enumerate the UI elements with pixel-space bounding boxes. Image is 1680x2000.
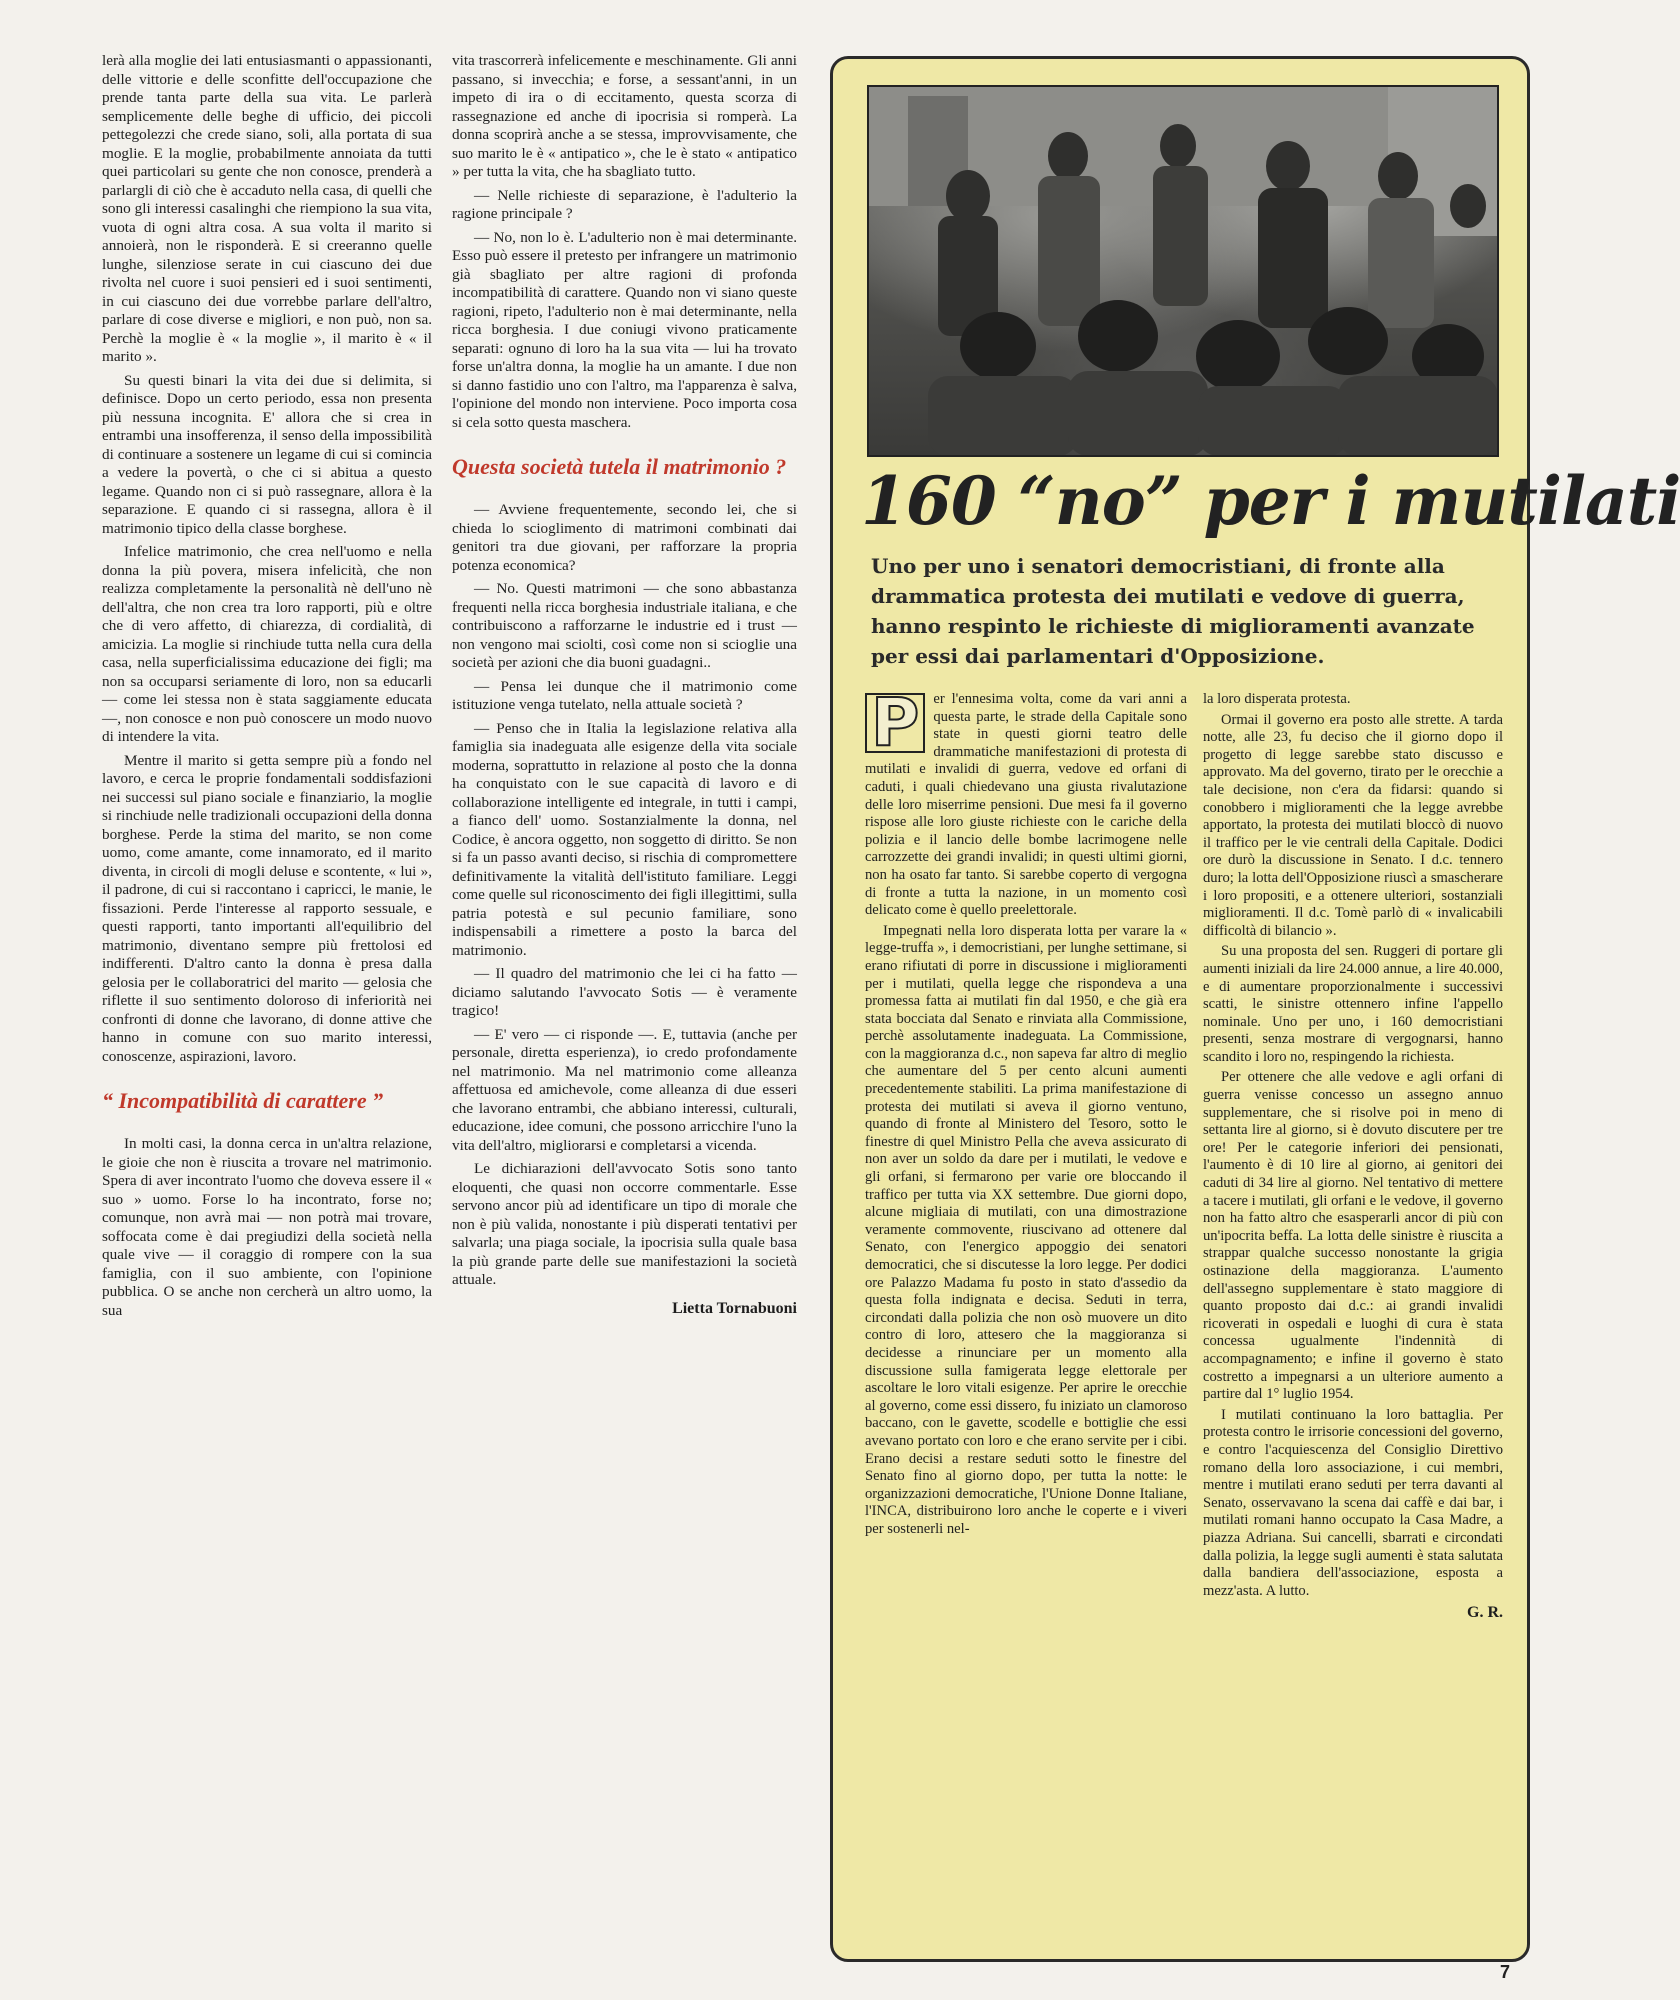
paragraph: — Nelle richieste di separazione, è l'adulterio la ragione principale ? <box>452 186 797 222</box>
paragraph: — E' vero — ci risponde —. E, tuttavia (anche per personale, diretta esperienza), io credo profondamente nel matrimonio. Ma nel matrimonio come alleanza affettuosa ed amichevole, come alleanza di due esseri che lavorano entrambi, che abbiano interessi, culturali, educazione, idee comuni, che possono arricchire l'uno la vita dell'altro, migliorarsi e completarsi a vicenda. <box>452 1025 797 1154</box>
paragraph: — No, non lo è. L'adulterio non è mai determinante. Esso può essere il pretesto per infrangere un matrimonio già sbagliato per altre ragioni di profonda incompatibilità di carattere. Quando non vi siano queste ragioni, ripeto, l'adulterio non è mai determinante, nella ricca borghesia. I due coniugi vivono praticamente separati: ognuno di loro ha la sua vita — lui ha trovato forse un'altra donna, la moglie ha un amante. I due non si danno fastidio uno con l'altro, ma l'apparenza è salva, l'opinione del mondo non interviene. Poco importa cosa si cela sotto questa maschera. <box>452 228 797 431</box>
paragraph: — Avviene frequentemente, secondo lei, che si chieda lo scioglimento di matrimoni combinati dai genitori tra due giovani, per rafforzare la propria potenza economica? <box>452 501 797 574</box>
page-number: 7 <box>1500 1962 1511 1982</box>
paragraph: lerà alla moglie dei lati entusiasmanti o appassionanti, delle vittorie e delle sconfitte dell'occupazione che prende tanta parte della sua vita. Le parlerà semplicemente delle beghe di ufficio, dei piccoli pettegolezzi che crede siano, soli, alla portata di sua moglie. E la moglie, probabilmente annoiata da tutti quei particolari su gente che non conosce, prenderà a parlargli di ciò che è accaduto nella casa, di quelli che sono gli interessi casalinghi che riempiono la sua vita, vuota di ogni altra cosa. A sua volta il marito si annoierà, non le risponderà. E si creeranno quelle lunghe, silenziose serate in cui ciascuno dei due rivolta nel cuore i suoi pensieri ed i suoi sentimenti, in cui ciascuno dei due vorrebbe parlare dell'altro, parlare di cose diverse e migliori, e non può, non sa. Perchè la moglie è « la moglie », il marito è « il marito ». <box>102 52 432 365</box>
news-column-left <box>865 684 1187 1542</box>
news-column-right <box>1203 691 1503 1622</box>
section-heading: “ Incompatibilità di carattere ” <box>102 1088 384 1113</box>
drop-cap: P <box>865 693 925 753</box>
paragraph: vita trascorrerà infelicemente e meschinamente. Gli anni passano, si invecchia; e forse, a sessant'anni, in un impeto di ira o di eccitamento, questa scorza di rassegnazione ed anche di ipocrisia si romperà. La donna scoprirà anche a se stessa, improvvisamente, che suo marito le è « antipatico », che le è stato « antipatico » per tutta la vita, che ha sbagliato tutto. <box>452 52 797 180</box>
author-signature: Lietta Tornabuoni <box>672 1299 797 1317</box>
paragraph: Ormai il governo era posto alle strette. A tarda notte, alle 23, fu deciso che il giorno dopo il progetto di legge sarebbe stato discusso e approvato. Ma del governo, tirato per le orecchie a tale decisione, non c'era da fidarsi: quando si conobbero i miglioramenti che la legge avrebbe apportato, la protesta dei mutilati bloccò di nuovo il traffico per le vie centrali della Capitale. Dodici ore durò la discussione in Senato. I d.c. tennero duro; la lotta dell'Opposizione riuscì a smascherare i loro propositi, e a ottenere ulteriori, sostanziali miglioramenti. Il d.c. Tomè parlò di « invalicabili difficoltà di bilancio ». <box>1203 711 1503 939</box>
paragraph: Infelice matrimonio, che crea nell'uomo e nella donna la più povera, misera infelicità, che non realizza completamente la personalità nè dell'uno nè dell'altra, che non crea tra loro rapporti, più e oltre che di vero affetto, di chiarezza, di cordialità, di amicizia. La moglie si rinchiude tutta nella cura della casa, nella superficialissima educazione dei figli; ma non sa occuparsi seriamente di loro, non sa educarli — come lei stessa non è stata saggiamente educata —, non conosce e non può conoscere un modo nuovo di intendere la vita. <box>102 543 432 745</box>
paragraph: Impegnati nella loro disperata lotta per varare la « legge-truffa », i democristiani, per lunghe settimane, si erano rifiutati di porre in discussione i miglioramenti per i mutilati, quella legge che rispondeva a una promessa fatta ai mutilati fin dal 1950, e che già era stata bocciata dal Senato e rinviata alla Commissione, perchè assolutamente inadeguata. La Commissione, con la maggioranza d.c., non sapeva far altro di meglio che aumentare del 5 per cento alcuni aumenti precedentemente stabiliti. La prima manifestazione di protesta dei mutilati si aveva il giorno ventuno, quando di fronte al Ministero del Tesoro, sotto le finestre di quel Ministro Pella che aveva assicurato di non aver un soldo da dare per i mutilati, le vedove e gli orfani, si fermarono per varie ore bloccando il traffico per tutta via XX settembre. Due giorni dopo, alcune migliaia di mutilati, con una dimostrazione veramente commovente, riuscivano ad ottenere dal Senato, con l'energico appoggio dei senatori democratici, che si discutesse la loro legge. Per dodici ore Palazzo Madama fu posto in stato d'assedio da questa folla indignata e decisa. Seduti in terra, circondati dalla polizia che non osò muovere un dito contro di loro, attesero che la maggioranza si decidesse a rinunciare per un momento alla discussione sulla famigerata legge elettorale per ascoltare le loro vitali esigenze. Per aprire le orecchie al governo, come essi dissero, fu iniziato un clamoroso baccano, con le gavette, scodelle e bottiglie che essi avevano portato con loro e che erano servite per i cibi. Erano decisi a restare seduti sotto le finestre del Senato fino al giorno dopo, per tutta la notte: le organizzazioni democratiche, l'Unione Donne Italiane, l'INCA, distribuirono loro anche le coperte e i viveri per sostenerli nel- <box>865 922 1187 1537</box>
paragraph: — No. Questi matrimoni — che sono abbastanza frequenti nella ricca borghesia industriale italiana, e che contribuiscono a rafforzarne le industrie ed i trust — non vengono mai sciolti, così come non si scioglie una società per azioni che dia buoni guadagni.. <box>452 580 797 671</box>
lead-paragraph-text: er l'ennesima volta, come da vari anni a questa parte, le strade della Capitale sono state in questi giorni teatro delle drammatiche manifestazioni di protesta di mutilati e invalidi di guerra, vedove ed orfani di caduti, i quali chiedevano una giusta rivalutazione delle loro miserrime pensioni. Due mesi fa il governo rispose alle loro giuste richieste con le cariche della polizia e il lancio delle bombe lacrimogene nelle carrozzette dei grandi invalidi; in questi ultimi giorni, non ha osato far tanto. Si sarebbe coperto di vergogna di fronte a tutta la nazione, in un momento così delicato come è quello preelettorale. <box>865 691 1187 919</box>
lead-paragraph <box>865 684 1187 920</box>
paragraph: la loro disperata protesta. <box>1203 691 1351 707</box>
article-column-left <box>102 52 432 1325</box>
paragraph: Mentre il marito si getta sempre più a fondo nel lavoro, e cerca le proprie fondamentali soddisfazioni nei successi sul piano sociale e finanziario, la moglie si rinchiude nelle tradizionali occupazioni della donna borghese. Perde la stima del marito, se non come uomo, come amante, come innamorato, ed il marito diventa, in circoli di mogli deluse e scontente, « lui », il padrone, di cui si raccontano i capricci, le manie, le fissazioni. Perde l'interesse al rapporto sessuale, e questi rapporti, tanto importanti all'equilibrio del matrimonio, diventano sempre più frettolosi ed indifferenti. D'altro canto la donna è presa dalla gelosia per le collaboratrici del marito — gelosia che riflette il suo sentimento doloroso di inferiorità nei confronti di donne che lavorano, di donne attive che hanno in comune con suo marito interessi, conoscenze, aspirazioni, lavoro. <box>102 751 432 1065</box>
paragraph: — Penso che in Italia la legislazione relativa alla famiglia sia inadeguata alle esigenze della vita sociale moderna, soprattutto in relazione al posto che la donna ha conquistato con le sue capacità di lavoro e di collaborazione intelligente ed integrale, in tutti i campi, a fianco dell' uomo. Sostanzialmente la donna, nel Codice, è ancora oggetto, non soggetto di diritto. Se non si fa un passo avanti deciso, si rischia di compromettere definitivamente la vitalità dell'istituto familiare. Leggi come quelle sul riconoscimento dei figli illegittimi, sulla patria potestà e sul pecunio familiare, sono indispensabili a rimettere a posto la barca del matrimonio. <box>452 719 797 959</box>
paragraph: Su una proposta del sen. Ruggeri di portare gli aumenti iniziali da lire 24.000 annue, a lire 40.000, e di aumentare proporzionalmente i successivi scatti, le sinistre ottennero infine l'appello nominale. Uno per uno, i 160 democristiani presenti, senza mostrare di vergognarsi, hanno scandito i loro no, respingendo la richiesta. <box>1203 943 1503 1065</box>
section-heading: Questa società tutela il matrimonio ? <box>452 454 787 479</box>
paragraph: — Pensa lei dunque che il matrimonio come istituzione venga tutelato, nella attuale società ? <box>452 677 797 713</box>
photo-illustration <box>868 86 1498 456</box>
paragraph: Le dichiarazioni dell'avvocato Sotis sono tanto eloquenti, che quasi non occorre commentarle. Esse servono ancor più ad identificare un tipo di morale che non è più valida, nonostante i più disperati tentativi per salvarla; una piaga sociale, la ipocrisia sulla quale basa la più grande parte delle sue manifestazioni la società attuale. <box>452 1160 797 1288</box>
paragraph: Su questi binari la vita dei due si delimita, si definisce. Dopo un certo periodo, essa non presenta più nessuna incognita. E' allora che si crea in entrambi una insofferenza, il senso della impossibilità di continuare a sostenere un legame di cui si comincia a vedere la povertà, o che ci si abitua a questo legame. Quando non ci si può rassegnare, allora è la separazione. E quando ci si rassegna, allora è il matrimonio tipico della classe borghese. <box>102 371 432 537</box>
subtitle: Uno per uno i senatori democristiani, di fronte alla drammatica protesta dei mutilati e vedove di guerra, hanno respinto le richieste di miglioramenti avanzate per essi dai parlamentari d'Opposizione. <box>871 554 1475 668</box>
paragraph: — Il quadro del matrimonio che lei ci ha fatto — diciamo salutando l'avvocato Sotis — è veramente tragico! <box>452 965 797 1019</box>
paragraph: Per ottenere che alle vedove e agli orfani di guerra venisse concesso un assegno annuo supplementare, che si risolve poi in meno di settanta lire al giorno, si è dovuto discutere per tre ore! Per le categorie inferiori dei pensionati, l'aumento è di 10 lire al giorno, ai genitori dei caduti di 34 lire al giorno. Nel tentativo di mettere a tacere i mutilati, gli orfani e le vedove, il governo non ha fatto altro che esasperarli ancor di più con un'ipocrita beffa. La lotta delle sinistre è riuscita a strappar qualche successo nonostante la grigia ostinazione della maggioranza. L'aumento dell'assegno supplementare è stato maggiore di quanto proposto dai d.c.: ai grandi invalidi ricoverati in ospedali e luoghi di cura è stata concessa ugualmente l'indennità di accompagnamento; e infine il governo è stato costretto a impegnarsi a un ulteriore aumento a partire dal 1° luglio 1954. <box>1203 1069 1503 1403</box>
box-signature: G. R. <box>1467 1604 1503 1622</box>
paragraph: In molti casi, la donna cerca in un'altra relazione, le gioie che non è riuscita a trovare nel matrimonio. Spera di aver incontrato l'uomo che doveva essere il « suo » uomo. Forse lo ha incontrato, forse no; comunque, non avrà mai — non potrà mai trovare, soffocata come è dai pregiudizi della società nella quale vive — il coraggio di rompere con la sua famiglia, con il suo ambiente, con l'opinione pubblica. O se anche non cercherà un altro uomo, la sua <box>102 1135 432 1319</box>
article-column-middle <box>452 52 797 1318</box>
headline: 160 “no” per i mutilati <box>861 462 1680 540</box>
paragraph: I mutilati continuano la loro battaglia. Per protesta contro le irrisorie concessioni del governo, e contro l'acquiescenza del Consiglio Direttivo romano della loro associazione, i cui membri, mentre i mutilati erano seduti per terra davanti al Senato, osservavano la scena dai caffè e dai bar, i mutilati romani hanno occupato la Casa Madre, a piazza Adriana. Sui cancelli, sbarrati e circondati dalla polizia, la legge sugli aumenti è stata salutata dalla bandiera dell'associazione, esposta a mezz'asta. A lutto. <box>1203 1406 1503 1599</box>
news-box <box>830 56 1680 1962</box>
crowd-photo <box>867 85 1499 457</box>
